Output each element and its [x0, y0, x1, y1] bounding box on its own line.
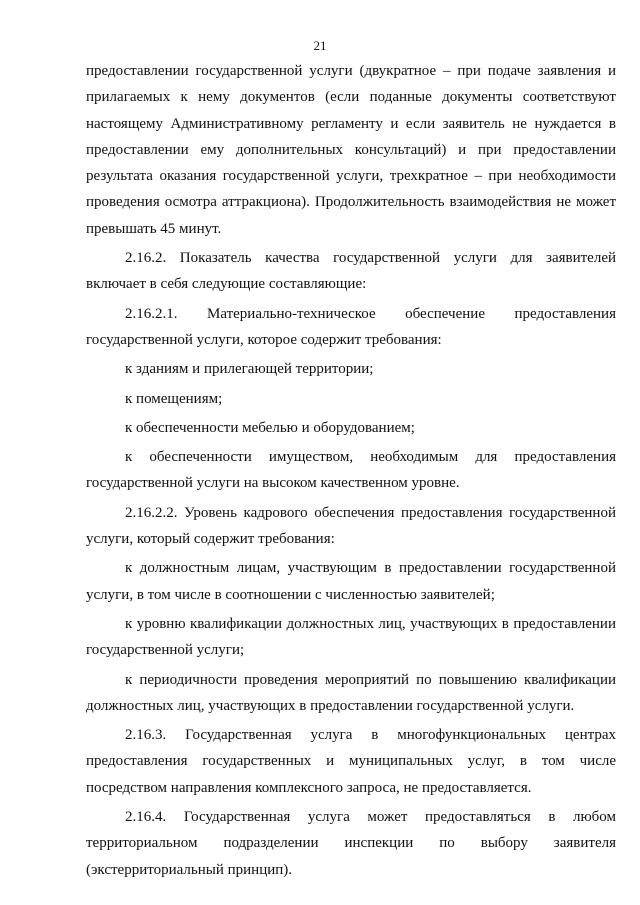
list-item-furniture: к обеспеченности мебелью и оборудованием; [125, 419, 415, 436]
paragraph-2-16-2: 2.16.2. Показатель качества государственной услуги для заявителей включает в себя следующие составляющие: [86, 250, 616, 293]
list-item-buildings: к зданиям и прилегающей территории; [125, 361, 374, 378]
list-item-property: к обеспеченности имуществом, необходимым для предоставления государственной услуги на высоком качественном уровне. [86, 449, 616, 492]
list-item-qualification: к уровню квалификации должностных лиц, участвующих в предоставлении государственной услуги; [86, 615, 616, 659]
paragraph-2-16-3: 2.16.3. Государственная услуга в многофункциональных центрах предоставления государственных и муниципальных услуг, в том числе посредством направления комплексного запроса, не предоставляется. [86, 727, 616, 796]
list-item-premises: к помещениям; [125, 390, 223, 407]
list-item-training: к периодичности проведения мероприятий по повышению квалификации должностных лиц, участвующих в предоставлении государственной услуги. [86, 671, 616, 714]
list-item-officials: к должностным лицам, участвующим в предоставлении государственной услуги, в том числе в соотношении с численностью заявителей; [86, 560, 616, 603]
paragraph-2-16-2-2: 2.16.2.2. Уровень кадрового обеспечения предоставления государственной услуги, который содержит требования: [86, 504, 616, 548]
document-body [86, 58, 616, 886]
paragraph-continuation: предоставлении государственной услуги (двукратное – при подаче заявления и прилагаемых к нему документов (если поданные документы соответствуют настоящему Административному регламенту и если заявитель не нуждается в предоставлении ему дополнительных консультаций) и при предоставлении результата оказания государственной услуги, трехкратное – при необходимости проведения осмотра аттракциона). Продолжительность взаимодействия не может превышать 45 минут. [86, 63, 616, 237]
paragraph-2-16-2-1: 2.16.2.1. Материально-техническое обеспечение предоставления государственной услуги, которое содержит требования: [86, 305, 616, 348]
paragraph-2-16-4: 2.16.4. Государственная услуга может предоставляться в любом территориальном подразделении инспекции по выбору заявителя (экстерриториальный принцип). [86, 809, 616, 878]
page-number: 21 [313, 38, 327, 53]
